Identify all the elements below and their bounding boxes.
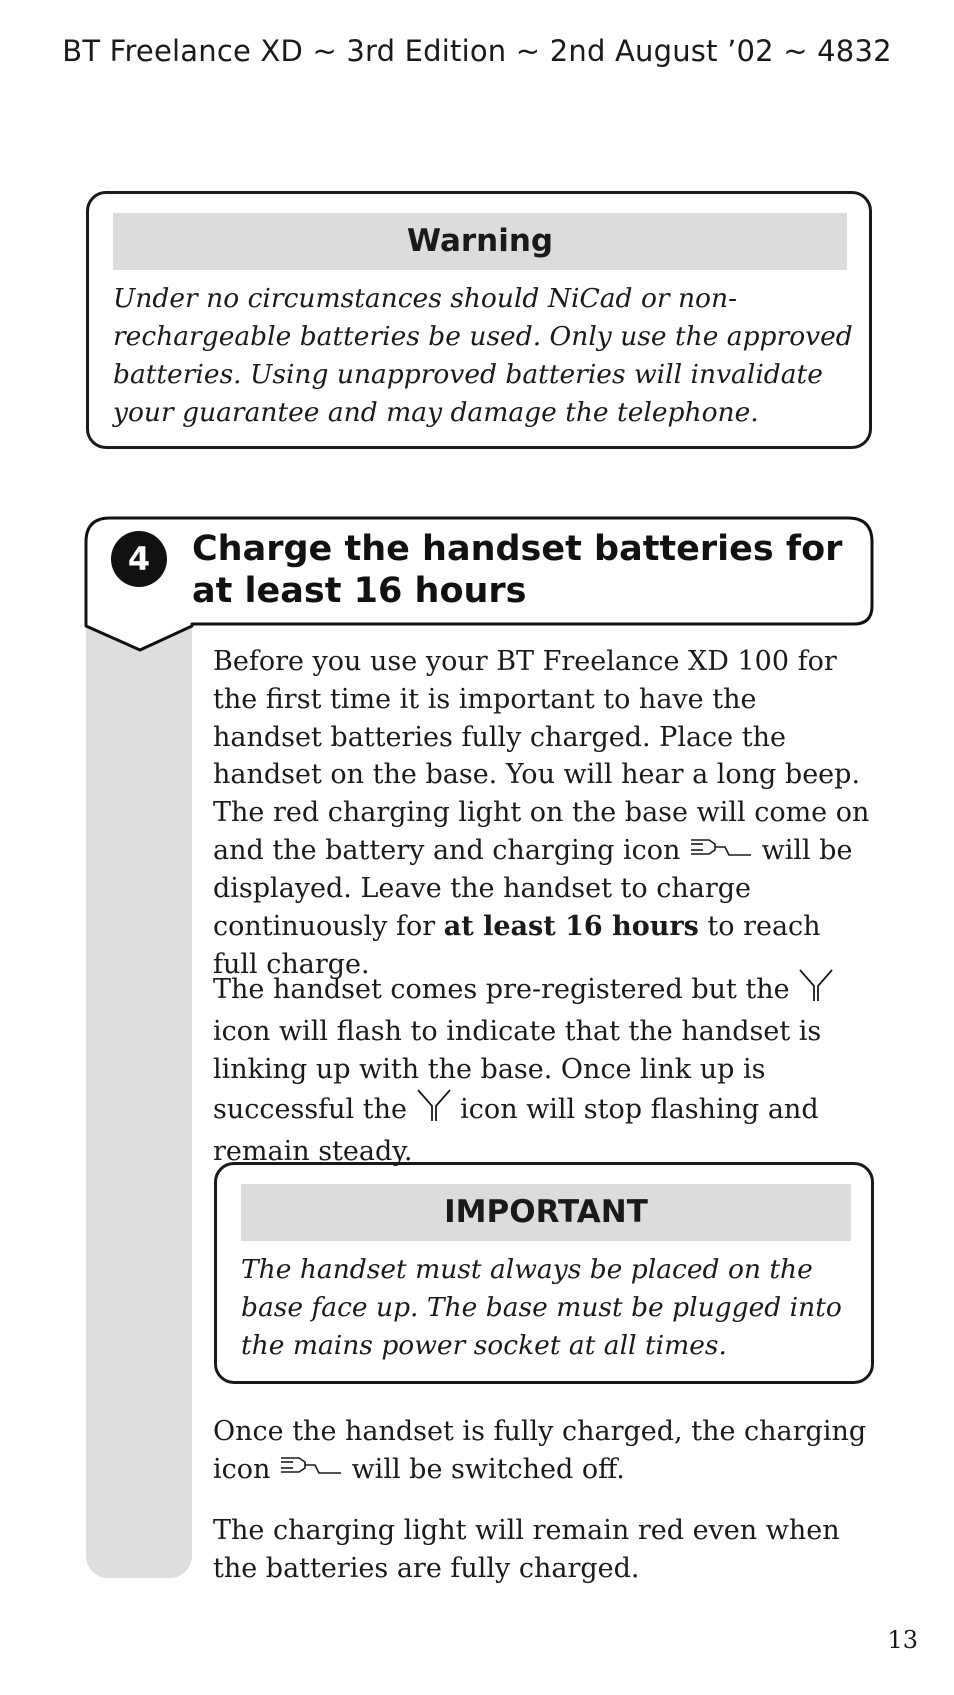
step-sidebar-band <box>86 600 192 1578</box>
paragraph-registration <box>213 968 873 1171</box>
antenna-icon <box>416 1088 452 1133</box>
paragraph-text: will be displayed. Leave the handset to charge continuously for <box>213 834 853 943</box>
paragraph-charging-light: The charging light will remain red even when the batteries are fully charged. <box>213 1515 840 1584</box>
warning-text: Under no circumstances should NiCad or non-rechargeable batteries be used. Only use the approved batteries. Using unapproved batteries will invalidate your guarantee and may damage the telephone. <box>113 283 853 428</box>
step-number-badge: 4 <box>111 531 167 587</box>
paragraph-text: icon will stop flashing and remain steady. <box>213 1094 819 1168</box>
page-number: 13 <box>887 1626 918 1654</box>
important-text: The handset must always be placed on the base face up. The base must be plugged into the mains power socket at all times. <box>241 1254 842 1361</box>
step-heading: Charge the handset batteries for at least 16 hours <box>192 529 843 611</box>
paragraph-charge-instructions <box>213 643 873 984</box>
warning-title: Warning <box>113 213 847 270</box>
charging-icon <box>689 833 753 871</box>
important-title: IMPORTANT <box>241 1184 851 1241</box>
important-box <box>214 1162 874 1384</box>
paragraph-text: will be switched off. <box>342 1453 625 1485</box>
paragraph-text: icon will flash to indicate that the handset is linking up with the base. Once link up is successful the <box>213 1015 822 1126</box>
paragraph-text: to reach full charge. <box>213 911 821 980</box>
paragraph-fully-charged <box>213 1413 873 1489</box>
paragraph-text: Once the handset is fully charged, the charging icon <box>213 1416 867 1485</box>
charging-icon <box>279 1451 343 1489</box>
antenna-icon <box>798 968 834 1013</box>
paragraph-text: Before you use your BT Freelance XD 100 for the first time it is important to have the handset batteries fully charged. Place the handset on the base. You will hear a long beep. The red charging light on the base will come on and the battery and charging icon <box>213 646 870 866</box>
paragraph-text: The handset comes pre-registered but the <box>213 973 799 1005</box>
page-header: BT Freelance XD ~ 3rd Edition ~ 2nd August ’02 ~ 4832 <box>62 34 892 68</box>
paragraph-bold-text: at least 16 hours <box>443 911 699 943</box>
